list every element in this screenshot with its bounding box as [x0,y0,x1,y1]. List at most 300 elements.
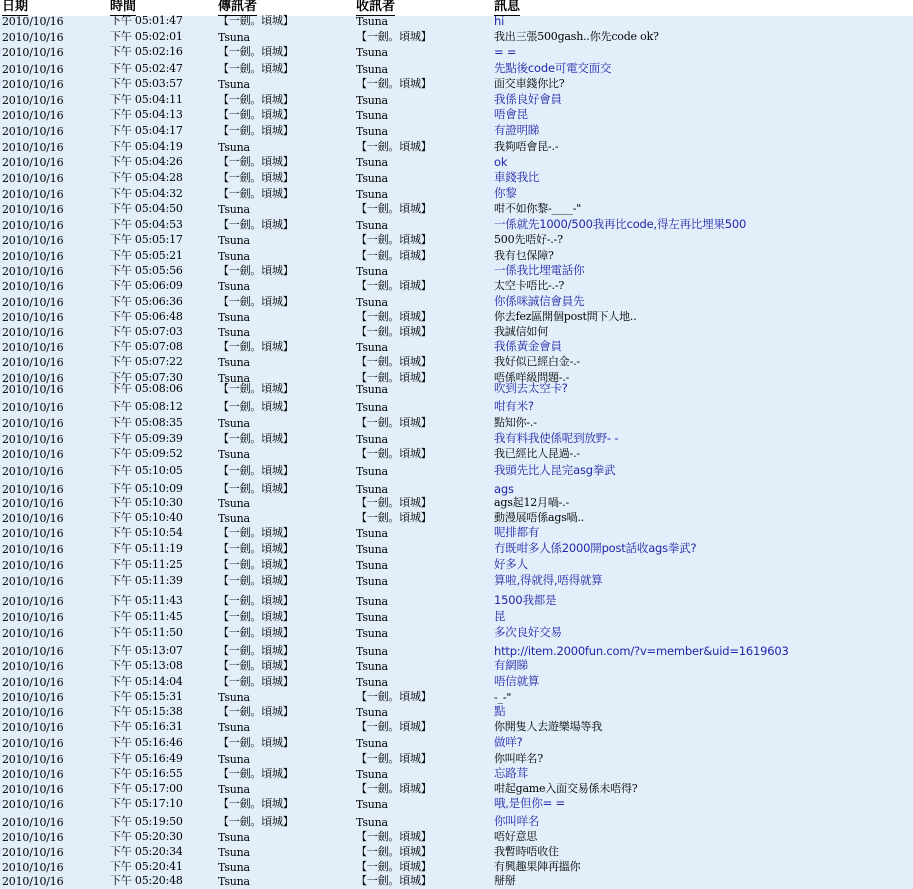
message-text: 你係咪誠信會員先 [494,294,585,308]
message-text: 多次良好交易 [494,625,562,639]
message-row [0,573,913,589]
message-sender: 【一劍。頃城】 [218,382,294,395]
message-text: 唔係咩級問題-.- [494,371,570,384]
message-text: 我好似已經白金-.- [494,355,580,368]
message-date: 2010/10/16 [2,861,64,874]
message-receiver: Tsuna [356,627,388,640]
message-text: 面交車錢你比? [494,77,565,90]
message-row [0,108,913,123]
message-receiver: 【一劍。頃城】 [356,310,432,323]
message-time: 下午 05:16:46 [110,736,183,749]
message-sender: Tsuna [218,203,250,216]
message-sender: 【一劍。頃城】 [218,62,294,75]
message-date: 2010/10/16 [2,737,64,750]
message-row [0,797,913,812]
message-row [0,233,913,248]
message-date: 2010/10/16 [2,465,64,478]
message-sender: Tsuna [218,753,250,766]
message-text: 我有乜保障? [494,249,554,262]
message-text: 動漫展唔係ags喎.. [494,511,585,524]
message-time: 下午 05:14:04 [110,675,183,688]
message-time: 下午 05:10:40 [110,511,183,524]
message-time: 下午 05:04:17 [110,124,183,137]
message-receiver: Tsuna [356,433,388,446]
message-receiver: Tsuna [356,816,388,829]
message-receiver: Tsuna [356,15,388,28]
message-sender: 【一劍。頃城】 [218,155,294,168]
message-row [0,541,913,557]
message-date: 2010/10/16 [2,203,64,216]
message-text: 唔信就算 [494,674,540,688]
message-text: hi [494,14,505,28]
message-row [0,526,913,541]
message-text: 掰掰 [494,874,516,887]
message-time: 下午 05:04:13 [110,108,183,121]
message-row [0,279,913,294]
message-time: 下午 05:08:12 [110,400,183,413]
message-time: 下午 05:10:09 [110,482,183,495]
message-row [0,659,913,674]
message-row [0,720,913,735]
message-text: -_-" [494,691,512,704]
message-text: 咁起game入面交易係未唔得? [494,782,638,795]
message-time: 下午 05:19:50 [110,815,183,828]
header-time: 時間 [110,0,137,14]
message-receiver: 【一劍。頃城】 [356,279,432,292]
message-receiver: Tsuna [356,296,388,309]
message-date: 2010/10/16 [2,311,64,324]
message-row [0,397,913,415]
message-time: 下午 05:11:50 [110,626,183,639]
message-time: 下午 05:20:30 [110,830,183,843]
message-date: 2010/10/16 [2,125,64,138]
message-text: 呢排都有 [494,525,540,539]
message-text: 500先唔好-.-? [494,233,563,246]
message-date: 2010/10/16 [2,188,64,201]
message-date: 2010/10/16 [2,768,64,781]
message-sender: 【一劍。頃城】 [218,815,294,828]
message-date: 2010/10/16 [2,595,64,608]
message-sender: 【一劍。頃城】 [218,400,294,413]
message-date: 2010/10/16 [2,156,64,169]
message-text: 我有料我使係呢到放野- - [494,431,619,445]
message-row [0,77,913,92]
message-time: 下午 05:11:25 [110,558,183,571]
message-text: = = [494,45,517,59]
message-text: 一係就先1000/500我再比code,得左再比埋果500 [494,217,747,231]
message-receiver: 【一劍。頃城】 [356,690,432,703]
message-text: 太空卡唔比-.-? [494,279,565,292]
message-time: 下午 05:07:03 [110,325,183,338]
message-text: 有興趣果陣再搵你 [494,860,581,873]
message-time: 下午 05:11:45 [110,610,183,623]
message-text: 我暫時唔收住 [494,845,559,858]
message-text: 吹到去太空卡? [494,381,568,395]
message-date: 2010/10/16 [2,46,64,59]
message-receiver: 【一劍。頃城】 [356,845,432,858]
message-sender: Tsuna [218,783,250,796]
message-time: 下午 05:07:08 [110,340,183,353]
message-sender: Tsuna [218,141,250,154]
message-time: 下午 05:13:08 [110,659,183,672]
message-time: 下午 05:13:07 [110,644,183,657]
message-time: 下午 05:11:19 [110,542,183,555]
message-date: 2010/10/16 [2,356,64,369]
message-sender: 【一劍。頃城】 [218,594,294,607]
message-date: 2010/10/16 [2,141,64,154]
message-receiver: Tsuna [356,527,388,540]
message-date: 2010/10/16 [2,78,64,91]
message-date: 2010/10/16 [2,109,64,122]
message-sender: Tsuna [218,311,250,324]
message-date: 2010/10/16 [2,341,64,354]
message-date: 2010/10/16 [2,875,64,888]
message-receiver: Tsuna [356,611,388,624]
message-sender: 【一劍。頃城】 [218,767,294,780]
message-date: 2010/10/16 [2,497,64,510]
message-receiver: 【一劍。頃城】 [356,752,432,765]
message-receiver: 【一劍。頃城】 [356,325,432,338]
message-time: 下午 05:11:43 [110,594,183,607]
message-sender: Tsuna [218,448,250,461]
message-text: 車錢我比 [494,170,540,184]
message-receiver: Tsuna [356,63,388,76]
message-time: 下午 05:09:39 [110,432,183,445]
message-date: 2010/10/16 [2,846,64,859]
message-receiver: Tsuna [356,645,388,658]
message-date: 2010/10/16 [2,831,64,844]
message-date: 2010/10/16 [2,627,64,640]
message-text: 有網睇 [494,658,528,672]
message-receiver: 【一劍。頃城】 [356,355,432,368]
message-text: 你開隻人去遊樂場等我 [494,720,602,733]
message-text: 做咩? [494,735,523,749]
message-sender: 【一劍。頃城】 [218,264,294,277]
message-receiver: 【一劍。頃城】 [356,496,432,509]
message-text: 我係良好會員 [494,92,562,106]
message-sender: Tsuna [218,31,250,44]
message-sender: 【一劍。頃城】 [218,644,294,657]
message-text: 算啦,得就得,唔得就算 [494,573,603,587]
message-receiver: Tsuna [356,737,388,750]
message-date: 2010/10/16 [2,512,64,525]
message-sender: Tsuna [218,280,250,293]
message-text: 點知你-.- [494,416,537,429]
message-sender: 【一劍。頃城】 [218,108,294,121]
message-row [0,557,913,573]
message-date: 2010/10/16 [2,783,64,796]
message-time: 下午 05:06:36 [110,295,183,308]
message-receiver: 【一劍。頃城】 [356,720,432,733]
message-receiver: Tsuna [356,265,388,278]
message-date: 2010/10/16 [2,372,64,385]
message-sender: 【一劍。頃城】 [218,736,294,749]
message-receiver: Tsuna [356,46,388,59]
message-date: 2010/10/16 [2,401,64,414]
message-date: 2010/10/16 [2,559,64,572]
message-time: 下午 05:15:38 [110,705,183,718]
message-sender: Tsuna [218,721,250,734]
message-text: http://item.2000fun.com/?v=member&uid=1619603 [494,644,789,658]
message-date: 2010/10/16 [2,265,64,278]
message-sender: 【一劍。頃城】 [218,610,294,623]
message-receiver: Tsuna [356,341,388,354]
message-text: 你叫咩名? [494,752,543,765]
message-time: 下午 05:16:55 [110,767,183,780]
message-sender: 【一劍。頃城】 [218,45,294,58]
message-time: 下午 05:06:48 [110,310,183,323]
message-time: 下午 05:11:39 [110,574,183,587]
message-text: 我出三張500gash..你先code ok? [494,30,659,43]
message-receiver: Tsuna [356,383,388,396]
message-time: 下午 05:15:31 [110,690,183,703]
message-sender: 【一劍。頃城】 [218,295,294,308]
message-sender: 【一劍。頃城】 [218,171,294,184]
message-time: 下午 05:06:09 [110,279,183,292]
message-row [0,123,913,139]
message-sender: Tsuna [218,512,250,525]
message-date: 2010/10/16 [2,417,64,430]
message-text: 忘路茸 [494,766,528,780]
message-time: 下午 05:04:50 [110,202,183,215]
message-text: 我係黃金會員 [494,339,562,353]
message-date: 2010/10/16 [2,676,64,689]
message-text: ags起12月喎-.- [494,496,569,509]
message-row [0,875,913,889]
message-time: 下午 05:20:41 [110,860,183,873]
message-receiver: 【一劍。頃城】 [356,830,432,843]
message-text: ok [494,155,508,169]
message-time: 下午 05:10:05 [110,464,183,477]
message-sender: Tsuna [218,356,250,369]
message-row [0,589,913,609]
message-date: 2010/10/16 [2,721,64,734]
message-sender: Tsuna [218,831,250,844]
message-time: 下午 05:02:01 [110,30,183,43]
message-text: 冇既咁多人係2000開post話收ags拳武? [494,541,697,555]
message-sender: 【一劍。頃城】 [218,526,294,539]
message-sender: Tsuna [218,372,250,385]
message-time: 下午 05:08:06 [110,382,183,395]
message-sender: 【一劍。頃城】 [218,93,294,106]
message-sender: 【一劍。頃城】 [218,558,294,571]
message-text: 好多人 [494,557,528,571]
message-date: 2010/10/16 [2,31,64,44]
message-date: 2010/10/16 [2,575,64,588]
message-time: 下午 05:17:00 [110,782,183,795]
message-receiver: Tsuna [356,483,388,496]
message-receiver: 【一劍。頃城】 [356,447,432,460]
message-sender: 【一劍。頃城】 [218,218,294,231]
message-time: 下午 05:17:10 [110,797,183,810]
message-text: 一係我比埋電話你 [494,263,585,277]
message-date: 2010/10/16 [2,234,64,247]
message-receiver: Tsuna [356,125,388,138]
message-time: 下午 05:16:31 [110,720,183,733]
message-receiver: Tsuna [356,768,388,781]
message-text: 我已經比人昆過-.- [494,447,580,460]
message-receiver: 【一劍。頃城】 [356,77,432,90]
message-time: 下午 05:04:28 [110,171,183,184]
message-receiver: 【一劍。頃城】 [356,30,432,43]
message-row [0,170,913,186]
message-date: 2010/10/16 [2,94,64,107]
message-receiver: Tsuna [356,465,388,478]
message-sender: 【一劍。頃城】 [218,626,294,639]
message-receiver: Tsuna [356,188,388,201]
header-message: 訊息 [494,0,521,14]
header-receiver: 收訊者 [356,0,396,14]
message-text: 你去fez區開個post問下人地.. [494,310,637,323]
message-sender: 【一劍。頃城】 [218,797,294,810]
message-receiver: 【一劍。頃城】 [356,511,432,524]
message-date: 2010/10/16 [2,798,64,811]
message-time: 下午 05:04:11 [110,93,183,106]
message-sender: 【一劍。頃城】 [218,14,294,27]
message-text: 咁有米? [494,399,534,413]
message-row [0,609,913,625]
message-text: 有證明睇 [494,123,540,137]
message-date: 2010/10/16 [2,448,64,461]
message-sender: 【一劍。頃城】 [218,705,294,718]
message-date: 2010/10/16 [2,816,64,829]
message-date: 2010/10/16 [2,219,64,232]
message-time: 下午 05:01:47 [110,14,183,27]
message-sender: Tsuna [218,691,250,704]
message-receiver: 【一劍。頃城】 [356,782,432,795]
message-sender: 【一劍。頃城】 [218,482,294,495]
message-time: 下午 05:05:21 [110,249,183,262]
message-time: 下午 05:10:54 [110,526,183,539]
message-receiver: 【一劍。頃城】 [356,233,432,246]
message-sender: 【一劍。頃城】 [218,124,294,137]
message-receiver: Tsuna [356,543,388,556]
message-receiver: Tsuna [356,595,388,608]
message-row [0,447,913,462]
message-sender: 【一劍。頃城】 [218,675,294,688]
message-text: 1500我都是 [494,593,557,607]
message-row [0,45,913,60]
message-date: 2010/10/16 [2,645,64,658]
message-receiver: 【一劍。頃城】 [356,202,432,215]
message-receiver: Tsuna [356,401,388,414]
message-receiver: Tsuna [356,706,388,719]
message-date: 2010/10/16 [2,383,64,396]
message-sender: 【一劍。頃城】 [218,574,294,587]
message-receiver: Tsuna [356,219,388,232]
message-receiver: Tsuna [356,676,388,689]
message-row [0,462,913,479]
message-time: 下午 05:16:49 [110,752,183,765]
header-sender: 傳訊者 [218,0,258,14]
message-receiver: 【一劍。頃城】 [356,416,432,429]
message-time: 下午 05:04:19 [110,140,183,153]
message-sender: Tsuna [218,326,250,339]
message-text: 你叫咩名 [494,814,540,828]
message-date: 2010/10/16 [2,483,64,496]
message-date: 2010/10/16 [2,296,64,309]
message-receiver: 【一劍。頃城】 [356,371,432,384]
message-date: 2010/10/16 [2,706,64,719]
message-text: 唔好意思 [494,830,538,843]
message-text: 昆 [494,609,506,623]
message-receiver: 【一劍。頃城】 [356,249,432,262]
message-time: 下午 05:20:48 [110,874,183,887]
message-date: 2010/10/16 [2,326,64,339]
message-sender: 【一劍。頃城】 [218,340,294,353]
message-text: 我誠信如何 [494,325,548,338]
message-text: 唔會昆 [494,107,528,121]
message-time: 下午 05:04:53 [110,218,183,231]
message-date: 2010/10/16 [2,433,64,446]
message-time: 下午 05:04:32 [110,187,183,200]
message-text: 我頭先比人昆完asg拳武 [494,463,616,477]
message-sender: Tsuna [218,234,250,247]
message-sender: 【一劍。頃城】 [218,659,294,672]
message-time: 下午 05:02:16 [110,45,183,58]
message-receiver: Tsuna [356,798,388,811]
message-row [0,355,913,370]
message-date: 2010/10/16 [2,63,64,76]
message-date: 2010/10/16 [2,753,64,766]
message-time: 下午 05:07:30 [110,371,183,384]
message-text: 我夠唔會昆-.- [494,140,559,153]
message-text: 你黎 [494,186,517,200]
message-date: 2010/10/16 [2,660,64,673]
message-receiver: Tsuna [356,575,388,588]
message-row [0,415,913,431]
message-receiver: 【一劍。頃城】 [356,874,432,887]
message-row [0,735,913,751]
message-date: 2010/10/16 [2,280,64,293]
message-row [0,625,913,641]
message-sender: Tsuna [218,875,250,888]
message-sender: Tsuna [218,846,250,859]
message-text: 咁不如你黎-____-" [494,202,582,215]
message-time: 下午 05:04:26 [110,155,183,168]
header-date: 日期 [2,0,29,14]
message-date: 2010/10/16 [2,172,64,185]
message-sender: 【一劍。頃城】 [218,187,294,200]
message-sender: Tsuna [218,250,250,263]
message-receiver: 【一劍。頃城】 [356,860,432,873]
message-time: 下午 05:10:30 [110,496,183,509]
message-receiver: Tsuna [356,172,388,185]
message-text: 先點後code可電交面交 [494,61,612,75]
message-row [0,381,913,397]
message-date: 2010/10/16 [2,543,64,556]
message-receiver: 【一劍。頃城】 [356,140,432,153]
message-text: 點 [494,704,506,718]
message-time: 下午 05:07:22 [110,355,183,368]
message-time: 下午 05:05:56 [110,264,183,277]
message-date: 2010/10/16 [2,527,64,540]
message-sender: Tsuna [218,497,250,510]
message-time: 下午 05:09:52 [110,447,183,460]
message-row [0,202,913,217]
message-sender: Tsuna [218,417,250,430]
message-receiver: Tsuna [356,109,388,122]
message-sender: 【一劍。頃城】 [218,542,294,555]
message-sender: 【一劍。頃城】 [218,432,294,445]
message-receiver: Tsuna [356,559,388,572]
message-receiver: Tsuna [356,156,388,169]
message-date: 2010/10/16 [2,15,64,28]
message-sender: 【一劍。頃城】 [218,464,294,477]
message-text: 哦,是但你= = [494,796,565,810]
message-time: 下午 05:03:57 [110,77,183,90]
message-time: 下午 05:20:34 [110,845,183,858]
